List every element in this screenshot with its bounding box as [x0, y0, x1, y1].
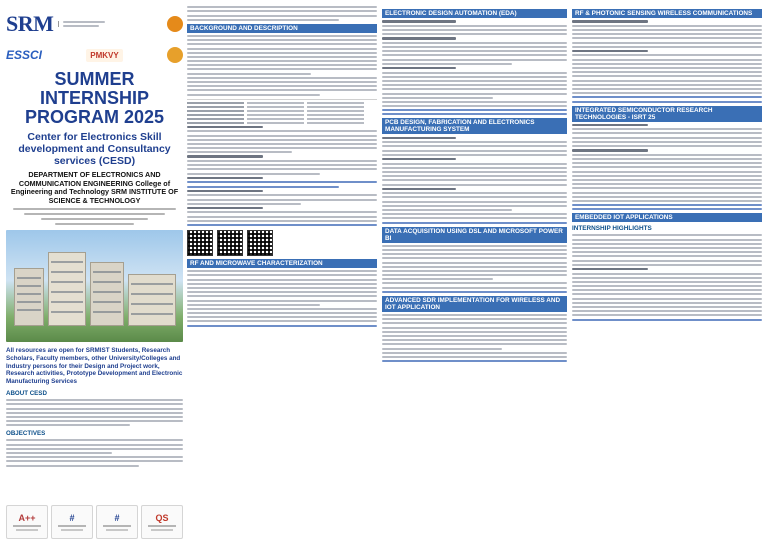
isr-heading: INTEGRATED SEMICONDUCTOR RESEARCH TECHNOLOGIES - ISRT 25 — [572, 106, 762, 122]
qr-code-icon[interactable] — [187, 230, 213, 256]
srm-logo: SRM — [6, 11, 54, 36]
center-name: Center for Electronics Skill development and Consultancy services (CESD) — [18, 131, 171, 167]
intro-bullets — [187, 6, 377, 21]
open-to-all-note: All resources are open for SRMIST Students, Research Scholars, Faculty members, other University/Colleges and Industry persons for their Design and Project work, Research activities, Prototype Development and Electronic Manufacturing Services — [6, 347, 183, 386]
qr-row — [187, 230, 377, 256]
objectives-heading: OBJECTIVES — [6, 430, 46, 438]
emblem-icon — [167, 16, 183, 32]
background-paragraph — [187, 35, 377, 96]
department-name: DEPARTMENT OF ELECTRONICS AND COMMUNICATION ENGINEERING College of Engineering and Technology SRM INSTITUTE OF SCIENCE & TECHNOLOGY — [10, 170, 179, 205]
highlights-heading: INTERNSHIP HIGHLIGHTS — [572, 225, 652, 233]
campus-photo — [6, 230, 183, 342]
embedded-heading: EMBEDDED IOT APPLICATIONS — [572, 213, 762, 222]
naac-badge: A++ — [6, 505, 48, 539]
rf-photonic-paragraph — [572, 20, 762, 102]
embedded-paragraph — [572, 234, 762, 320]
qr-code-icon[interactable] — [217, 230, 243, 256]
sdr-paragraph — [382, 314, 567, 362]
eligibility-block — [187, 126, 377, 226]
rf-heading: RF AND MICROWAVE CHARACTERIZATION — [187, 259, 377, 268]
address-block — [6, 208, 183, 225]
pmkvy-logo: PMKVY — [86, 49, 122, 62]
eda-paragraph — [382, 20, 567, 115]
column-intro — [6, 6, 183, 539]
about-paragraph — [6, 399, 183, 426]
background-heading: BACKGROUND AND DESCRIPTION — [187, 24, 377, 33]
skill-india-icon — [167, 47, 183, 63]
ranking-badge-3: QS — [141, 505, 183, 539]
partner-logo-row — [6, 44, 183, 66]
column-programs — [572, 6, 762, 539]
ranking-badge-2: # — [96, 505, 138, 539]
about-heading: ABOUT CESD — [6, 389, 47, 397]
daq-heading: DATA ACQUISITION USING DSL AND MICROSOFT POWER BI — [382, 227, 567, 243]
column-background — [187, 4, 377, 537]
pcb-heading: PCB DESIGN, FABRICATION AND ELECTRONICS MANUFACTURING SYSTEM — [382, 118, 567, 134]
batch-schedule — [187, 99, 377, 124]
column-eda-pcb — [382, 6, 567, 539]
accreditation-row — [6, 499, 183, 539]
page-title: SUMMER INTERNSHIP PROGRAM 2025 — [24, 69, 165, 127]
objectives-paragraph — [6, 439, 183, 466]
daq-paragraph — [382, 245, 567, 293]
isr-paragraph — [572, 124, 762, 211]
qr-code-icon[interactable] — [247, 230, 273, 256]
ranking-badge-1: # — [51, 505, 93, 539]
eda-heading: ELECTRONIC DESIGN AUTOMATION (EDA) — [382, 9, 567, 18]
rf-photonic-heading: RF & PHOTONIC SENSING WIRELESS COMMUNICATIONS — [572, 9, 762, 18]
logo-row — [6, 6, 183, 42]
pcb-paragraph — [382, 137, 567, 224]
rf-paragraph — [187, 270, 377, 326]
sdr-heading: ADVANCED SDR IMPLEMENTATION FOR WIRELESS AND IOT APPLICATION — [382, 296, 567, 312]
essci-logo: ESSCI — [6, 48, 43, 62]
institute-tagline — [58, 21, 105, 27]
